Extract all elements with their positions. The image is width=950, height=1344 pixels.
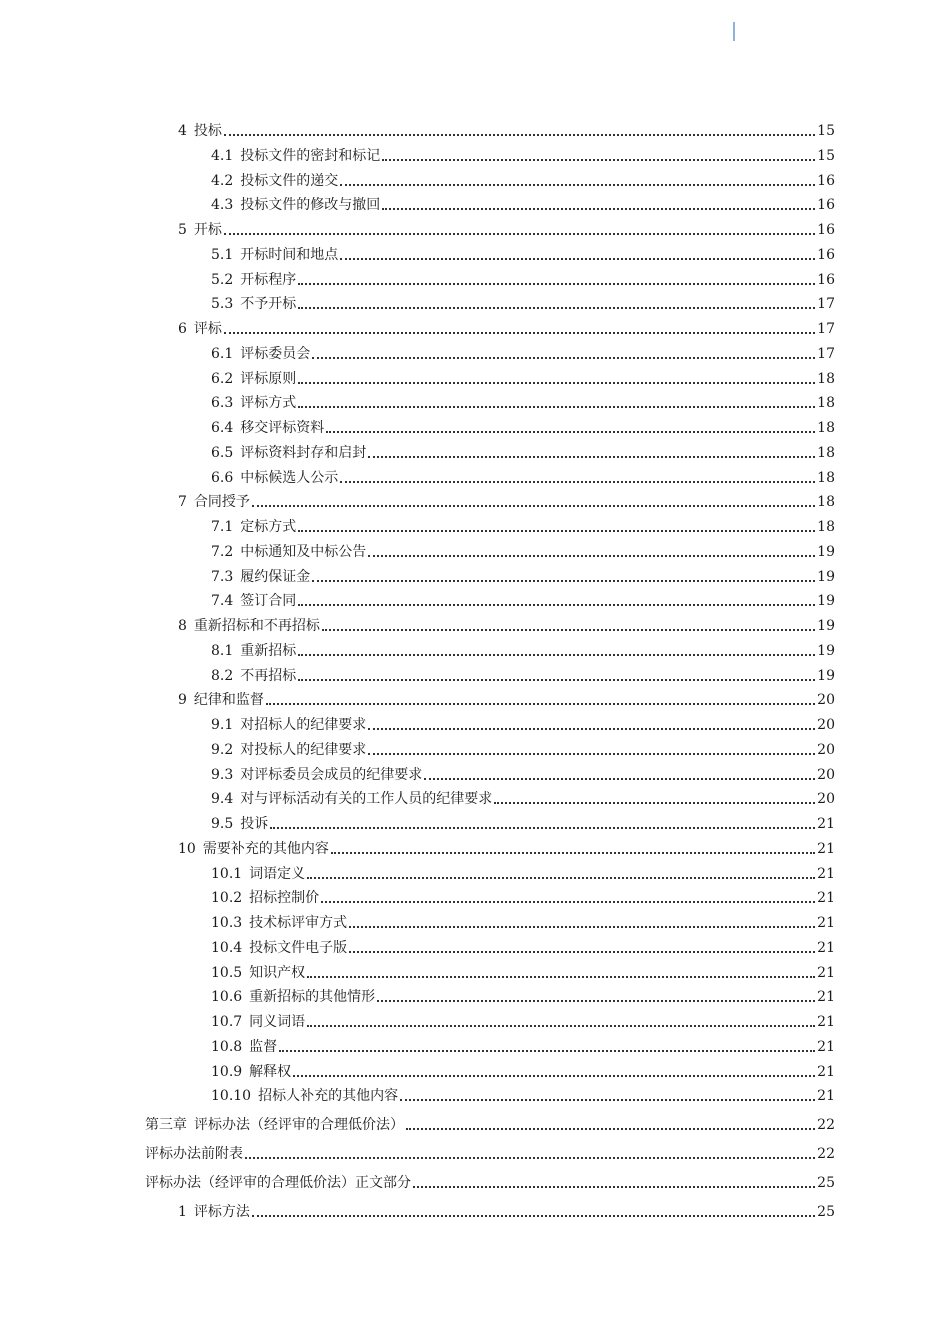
toc-entry[interactable] [178, 834, 835, 858]
toc-entry-title: 中标通知及中标公告 [240, 543, 367, 560]
toc-entry-number: 10.10 [211, 1088, 252, 1105]
toc-dot-leader [307, 877, 815, 879]
toc-entry-title: 对招标人的纪律要求 [240, 717, 367, 733]
toc-entry-title: 评标办法（经评审的合理低价法）正文部分 [145, 1175, 411, 1192]
toc-entry-title: 招标控制价 [249, 890, 320, 907]
toc-entry-title: 词语定义 [249, 865, 306, 882]
toc-entry-page-number: 19 [817, 667, 835, 684]
toc-entry-title: 重新招标的其他情形 [249, 989, 376, 1006]
toc-entry-number: 6.1 [211, 345, 234, 362]
toc-entry-page-number: 18 [817, 519, 835, 535]
toc-entry-title: 评标办法前附表 [145, 1146, 243, 1163]
toc-dot-leader [298, 382, 815, 384]
toc-dot-leader [279, 1050, 815, 1052]
toc-entry[interactable] [211, 1081, 835, 1105]
toc-dot-leader [298, 604, 815, 606]
toc-entry[interactable] [211, 586, 835, 610]
toc-entry[interactable] [178, 215, 835, 239]
toc-dot-leader [377, 1000, 815, 1002]
toc-entry[interactable] [211, 537, 835, 561]
toc-entry[interactable] [211, 760, 835, 784]
toc-entry-number: 第三章 [145, 1117, 187, 1134]
toc-entry[interactable] [211, 1007, 835, 1031]
toc-entry-number: 10.3 [211, 915, 243, 931]
toc-entry-number: 4.2 [211, 172, 234, 189]
toc-entry-page-number: 16 [817, 246, 835, 263]
toc-dot-leader [224, 233, 815, 235]
toc-dot-leader [293, 1075, 815, 1077]
toc-dot-leader [331, 852, 815, 854]
toc-entry[interactable] [178, 685, 835, 709]
toc-dot-leader [266, 703, 815, 705]
toc-entry[interactable] [211, 413, 835, 437]
toc-entry-number: 10.1 [211, 865, 243, 882]
toc-entry-title: 投标文件的修改与撤回 [240, 197, 381, 214]
toc-entry[interactable] [178, 116, 835, 140]
toc-entry-number: 9.2 [211, 741, 234, 758]
toc-entry-page-number: 20 [817, 766, 835, 783]
toc-dot-leader [307, 976, 815, 978]
toc-entry-number: 4.1 [211, 147, 234, 164]
toc-entry-title: 定标方式 [240, 519, 297, 535]
toc-entry-title: 履约保证金 [240, 568, 311, 585]
toc-entry[interactable] [211, 809, 835, 833]
toc-entry[interactable] [178, 487, 835, 511]
toc-entry-page-number: 22 [817, 1146, 835, 1163]
toc-entry-page-number: 16 [817, 271, 835, 288]
toc-entry[interactable] [211, 166, 835, 190]
toc-entry-title: 投标文件的密封和标记 [240, 147, 381, 164]
toc-entry[interactable] [211, 1057, 835, 1081]
toc-entry-page-number: 25 [817, 1175, 835, 1192]
toc-entry-page-number: 19 [817, 642, 835, 659]
toc-entry-title: 投标文件电子版 [249, 939, 348, 956]
toc-dot-leader [349, 926, 815, 928]
toc-dot-leader [368, 753, 815, 755]
toc-entry-title: 移交评标资料 [240, 420, 325, 436]
toc-entry-number: 10.8 [211, 1038, 243, 1055]
toc-entry[interactable] [178, 611, 835, 635]
toc-entry[interactable] [211, 859, 835, 883]
toc-entry-title: 需要补充的其他内容 [202, 840, 329, 857]
toc-entry-number: 10.4 [211, 939, 243, 956]
toc-entry-page-number: 17 [817, 321, 835, 337]
toc-dot-leader [298, 406, 815, 408]
toc-entry-number: 6.5 [211, 444, 234, 461]
toc-entry-page-number: 17 [817, 345, 835, 362]
toc-entry-title: 投诉 [240, 816, 269, 832]
toc-entry-page-number: 21 [817, 964, 835, 981]
toc-entry-title: 评标方式 [240, 395, 297, 412]
toc-entry-number: 7 [178, 494, 187, 511]
toc-entry[interactable] [211, 463, 835, 487]
toc-dot-leader [307, 1025, 815, 1027]
toc-entry-number: 7.2 [211, 543, 234, 560]
toc-entry-title: 重新招标和不再招标 [193, 618, 320, 634]
toc-dot-leader [340, 184, 815, 186]
toc-entry-title: 对与评标活动有关的工作人员的纪律要求 [240, 791, 493, 808]
toc-entry-number: 10.5 [211, 964, 243, 981]
toc-entry-title: 重新招标 [240, 642, 297, 659]
toc-dot-leader [494, 802, 815, 804]
toc-entry-title: 评标委员会 [240, 345, 311, 362]
toc-entry-page-number: 16 [817, 172, 835, 189]
toc-dot-leader [368, 456, 815, 458]
toc-entry[interactable] [211, 784, 835, 808]
toc-entry-title: 评标原则 [240, 370, 297, 387]
toc-dot-leader [270, 827, 815, 829]
toc-entry[interactable] [178, 314, 835, 338]
toc-entry[interactable] [145, 1110, 835, 1134]
toc-dot-leader [413, 1186, 815, 1188]
toc-entry-page-number: 16 [817, 197, 835, 214]
toc-entry-page-number: 18 [817, 420, 835, 436]
toc-dot-leader [298, 530, 815, 532]
toc-entry-number: 10 [178, 840, 196, 857]
toc-entry-page-number: 21 [817, 989, 835, 1006]
toc-dot-leader [368, 728, 815, 730]
toc-entry-number: 9.3 [211, 766, 234, 783]
toc-entry-number: 6.4 [211, 420, 234, 436]
toc-entry-number: 8.2 [211, 667, 234, 684]
toc-entry[interactable] [211, 240, 835, 264]
toc-entry-title: 评标方法 [193, 1204, 250, 1221]
toc-entry-title: 评标 [193, 321, 222, 337]
toc-entry-page-number: 21 [817, 1038, 835, 1055]
toc-entry[interactable] [211, 388, 835, 412]
toc-dot-leader [368, 555, 815, 557]
toc-entry-page-number: 25 [817, 1204, 835, 1221]
toc-entry-number: 5.1 [211, 246, 234, 263]
toc-entry-page-number: 21 [817, 840, 835, 857]
toc-dot-leader [349, 951, 815, 953]
toc-entry-title: 招标人补充的其他内容 [258, 1088, 399, 1105]
toc-entry-title: 开标 [193, 222, 222, 238]
toc-entry[interactable] [211, 364, 835, 388]
toc-entry-number: 10.9 [211, 1063, 243, 1080]
toc-entry-number: 9.4 [211, 791, 234, 808]
toc-entry[interactable] [211, 141, 835, 165]
toc-entry-page-number: 22 [817, 1117, 835, 1134]
toc-dot-leader [245, 1157, 815, 1159]
toc-entry-page-number: 18 [817, 469, 835, 486]
toc-entry[interactable] [211, 562, 835, 586]
toc-entry-title: 不再招标 [240, 667, 297, 684]
toc-entry-title: 评标资料封存和启封 [240, 444, 367, 461]
toc-dot-leader [340, 481, 815, 483]
toc-dot-leader [400, 1099, 815, 1101]
toc-dot-leader [252, 1215, 815, 1217]
toc-dot-leader [298, 307, 815, 309]
toc-entry-title: 合同授予 [193, 494, 250, 511]
toc-entry-page-number: 18 [817, 395, 835, 412]
toc-entry[interactable] [211, 982, 835, 1006]
toc-entry-page-number: 21 [817, 1063, 835, 1080]
toc-entry-number: 8.1 [211, 642, 234, 659]
toc-dot-leader [406, 1128, 815, 1130]
toc-entry-page-number: 21 [817, 1088, 835, 1105]
toc-dot-leader [312, 357, 815, 359]
toc-entry-page-number: 15 [817, 147, 835, 164]
toc-entry-number: 5.2 [211, 271, 234, 288]
toc-entry-number: 1 [178, 1204, 187, 1221]
toc-entry[interactable] [211, 265, 835, 289]
toc-dot-leader [382, 208, 815, 210]
toc-entry-number: 6.6 [211, 469, 234, 486]
toc-entry-page-number: 19 [817, 593, 835, 610]
toc-entry-number: 5.3 [211, 296, 234, 313]
toc-entry[interactable] [211, 661, 835, 685]
toc-entry[interactable] [211, 883, 835, 907]
toc-entry[interactable] [211, 512, 835, 536]
toc-entry-page-number: 18 [817, 494, 835, 511]
toc-entry-title: 知识产权 [249, 964, 306, 981]
toc-entry-number: 9 [178, 692, 187, 709]
toc-dot-leader [298, 654, 815, 656]
toc-entry-page-number: 19 [817, 618, 835, 634]
toc-entry[interactable] [211, 933, 835, 957]
toc-dot-leader [322, 629, 815, 631]
toc-entry-title: 签订合同 [240, 593, 297, 610]
toc-entry[interactable] [145, 1139, 835, 1163]
toc-entry-page-number: 21 [817, 1014, 835, 1030]
toc-entry-title: 中标候选人公示 [240, 469, 339, 486]
toc-entry-page-number: 17 [817, 296, 835, 313]
toc-entry-number: 4.3 [211, 197, 234, 214]
toc-entry[interactable] [211, 289, 835, 313]
toc-entry-number: 7.3 [211, 568, 234, 585]
toc-entry-title: 开标程序 [240, 271, 297, 288]
toc-entry[interactable] [178, 1197, 835, 1221]
toc-entry-page-number: 20 [817, 717, 835, 733]
toc-entry-number: 6 [178, 321, 187, 337]
toc-entry-title: 不予开标 [240, 296, 297, 313]
toc-entry-number: 4 [178, 123, 187, 139]
header-rule-mark [733, 22, 735, 41]
toc-dot-leader [321, 901, 815, 903]
toc-dot-leader [424, 778, 815, 780]
toc-entry-number: 7.1 [211, 519, 234, 535]
toc-entry-page-number: 19 [817, 568, 835, 585]
toc-dot-leader [340, 258, 815, 260]
toc-entry-number: 7.4 [211, 593, 234, 610]
toc-entry-number: 6.2 [211, 370, 234, 387]
toc-entry-page-number: 21 [817, 939, 835, 956]
toc-entry-number: 10.6 [211, 989, 243, 1006]
toc-entry[interactable] [211, 339, 835, 363]
toc-dot-leader [382, 159, 815, 161]
toc-entry-title: 同义词语 [249, 1014, 306, 1030]
toc-dot-leader [252, 505, 815, 507]
toc-entry[interactable] [211, 190, 835, 214]
toc-entry-number: 6.3 [211, 395, 234, 412]
toc-entry[interactable] [145, 1168, 835, 1192]
toc-entry[interactable] [211, 438, 835, 462]
toc-entry[interactable] [211, 958, 835, 982]
toc-entry-number: 5 [178, 222, 187, 238]
toc-entry-title: 投标 [193, 123, 222, 139]
toc-entry-title: 监督 [249, 1038, 278, 1055]
toc-dot-leader [224, 332, 815, 334]
toc-entry-page-number: 21 [817, 890, 835, 907]
toc-dot-leader [326, 431, 815, 433]
toc-entry[interactable] [211, 636, 835, 660]
toc-entry[interactable] [211, 735, 835, 759]
toc-entry-page-number: 20 [817, 692, 835, 709]
toc-dot-leader [312, 580, 815, 582]
toc-entry-title: 技术标评审方式 [249, 915, 348, 931]
toc-entry[interactable] [211, 710, 835, 734]
toc-entry-page-number: 19 [817, 543, 835, 560]
toc-entry-title: 开标时间和地点 [240, 246, 339, 263]
toc-entry-page-number: 18 [817, 444, 835, 461]
toc-entry[interactable] [211, 908, 835, 932]
toc-dot-leader [298, 679, 815, 681]
toc-entry-page-number: 20 [817, 791, 835, 808]
toc-entry-page-number: 20 [817, 741, 835, 758]
toc-entry-page-number: 18 [817, 370, 835, 387]
toc-entry-number: 10.2 [211, 890, 243, 907]
toc-entry-page-number: 21 [817, 865, 835, 882]
toc-entry-page-number: 21 [817, 816, 835, 832]
toc-entry-page-number: 16 [817, 222, 835, 238]
toc-entry-title: 解释权 [249, 1063, 292, 1080]
toc-dot-leader [224, 134, 815, 136]
toc-entry-page-number: 21 [817, 915, 835, 931]
toc-entry-title: 纪律和监督 [193, 692, 264, 709]
toc-dot-leader [298, 283, 815, 285]
toc-entry-page-number: 15 [817, 123, 835, 139]
toc-entry-title: 投标文件的递交 [240, 172, 339, 189]
toc-entry-title: 评标办法（经评审的合理低价法） [194, 1117, 404, 1134]
toc-entry-title: 对投标人的纪律要求 [240, 741, 367, 758]
toc-entry-number: 8 [178, 618, 187, 634]
toc-entry[interactable] [211, 1032, 835, 1056]
toc-entry-number: 9.5 [211, 816, 234, 832]
toc-entry-title: 对评标委员会成员的纪律要求 [240, 766, 423, 783]
toc-entry-number: 10.7 [211, 1014, 243, 1030]
toc-entry-number: 9.1 [211, 717, 234, 733]
